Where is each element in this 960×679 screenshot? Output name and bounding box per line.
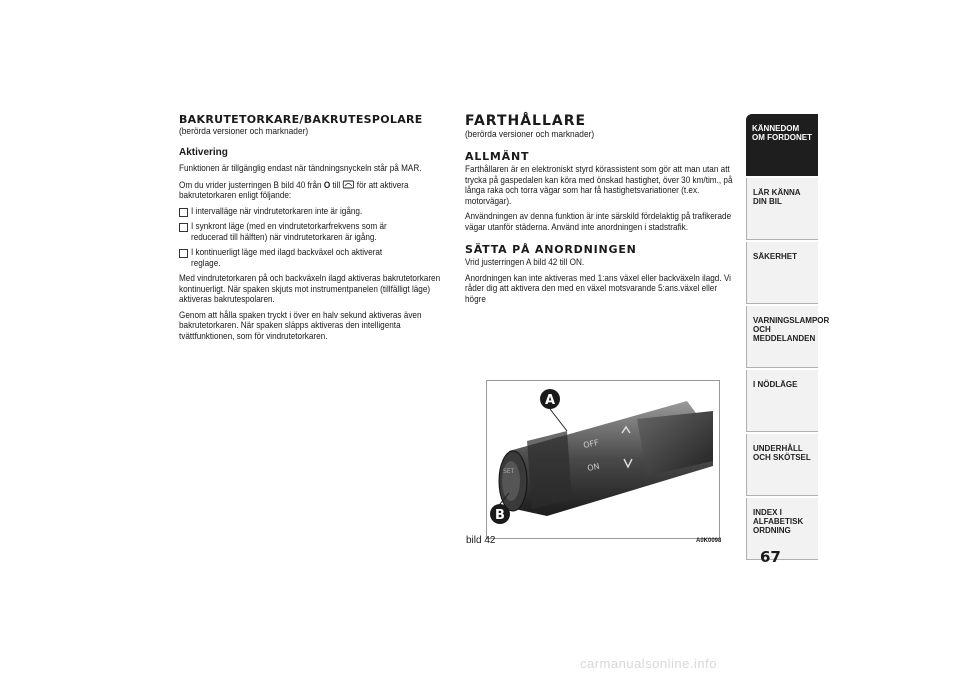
section-title-rear-wiper: BAKRUTETORKARE/BAKRUTESPOLARE — [179, 113, 423, 126]
page-number: 67 — [760, 548, 781, 566]
activation-heading: SÄTTA PÅ ANORDNINGEN — [465, 243, 637, 256]
figure-code: A0K0098 — [696, 538, 722, 544]
bullet-box-icon — [179, 223, 188, 232]
list-item: I synkront läge (med en vindrutetorkarfrekvens som är reducerad till hälften) när vindrutetorkaren är igång. — [179, 222, 447, 243]
off-symbol: O — [323, 179, 331, 191]
bullet-box-icon — [179, 208, 188, 217]
paragraph: Med vindrutetorkaren på och backväxeln ilagd aktiveras bakrutetorkaren kontinuerligt. När spaken skjuts mot instrumentpanelen (tillfälligt läge) aktiveras bakrutespolaren. — [179, 273, 441, 305]
svg-text:A: A — [545, 393, 556, 408]
svg-text:B: B — [495, 508, 505, 523]
section-subtitle: (berörda versioner och marknader) — [465, 129, 595, 140]
paragraph: Farthållaren är en elektroniskt styrd körassistent som gör att man utan att trycka på gaspedalen kan köra med önskad hastighet, över 30 km/tim., på långa raka och torra vägar som har få hastighetsvariationer (t.ex. motorvägar). — [465, 164, 733, 207]
paragraph: Genom att hålla spaken tryckt i över en halv sekund aktiveras även bakrutetorkaren. När spaken släpps aktiveras den intelligenta tvättfunktionen, som för vindrutetorkaren. — [179, 309, 422, 342]
general-heading: ALLMÄNT — [465, 150, 530, 163]
left-column — [179, 114, 447, 347]
tab-lar-kanna[interactable]: LÄR KÄNNA DIN BIL — [746, 178, 818, 240]
paragraph: Användningen av denna funktion är inte särskild fördelaktig på trafikerade vägar utanför städerna. Använd inte anordningen i stadstrafik. — [465, 211, 732, 233]
tab-varningslampor[interactable]: VARNINGSLAMPOR OCH MEDDELANDEN — [746, 306, 818, 368]
tab-index[interactable]: INDEX I ALFABETISK ORDNING — [746, 498, 818, 560]
chapter-tabs — [746, 114, 830, 562]
watermark: carmanualsonline.info — [580, 656, 717, 671]
section-title-cruise-control: FARTHÅLLARE — [465, 113, 587, 129]
rear-washer-icon — [342, 180, 354, 189]
paragraph: Vrid justerringen A bild 42 till ON. — [465, 257, 585, 268]
bullet-box-icon — [179, 249, 188, 258]
section-subtitle: (berörda versioner och marknader) — [179, 126, 309, 137]
right-column — [465, 114, 738, 310]
on-label: ON — [586, 461, 601, 473]
paragraph-with-symbols: Om du vrider justerringen B bild 40 från O till för att aktivera bakrutetorkaren enligt följande: — [179, 179, 409, 201]
ring-marking: SET — [503, 468, 515, 475]
list-item: I intervalläge när vindrutetorkaren inte är igång. — [179, 207, 447, 218]
activation-heading: Aktivering — [179, 147, 228, 158]
tab-i-nodlage[interactable]: I NÖDLÄGE — [746, 370, 818, 432]
figure-caption: bild 42 — [466, 535, 496, 546]
tab-kannedom[interactable]: KÄNNEDOM OM FORDONET — [746, 114, 818, 176]
list-item: I kontinuerligt läge med ilagd backväxel och aktiverat reglage. — [179, 248, 447, 269]
paragraph: Anordningen kan inte aktiveras med 1:ans växel eller backväxeln ilagd. Vi råder dig att aktivera den med en växel motsvarande 5:ans.växel eller högre — [465, 272, 731, 305]
tab-sakerhet[interactable]: SÄKERHET — [746, 242, 818, 304]
cruise-control-stalk-image — [487, 381, 719, 538]
stalk-figure — [486, 380, 720, 539]
off-label: OFF — [582, 437, 600, 450]
tab-underhall[interactable]: UNDERHÅLL OCH SKÖTSEL — [746, 434, 818, 496]
paragraph: Funktionen är tillgänglig endast när tändningsnyckeln står på MAR. — [179, 163, 422, 174]
